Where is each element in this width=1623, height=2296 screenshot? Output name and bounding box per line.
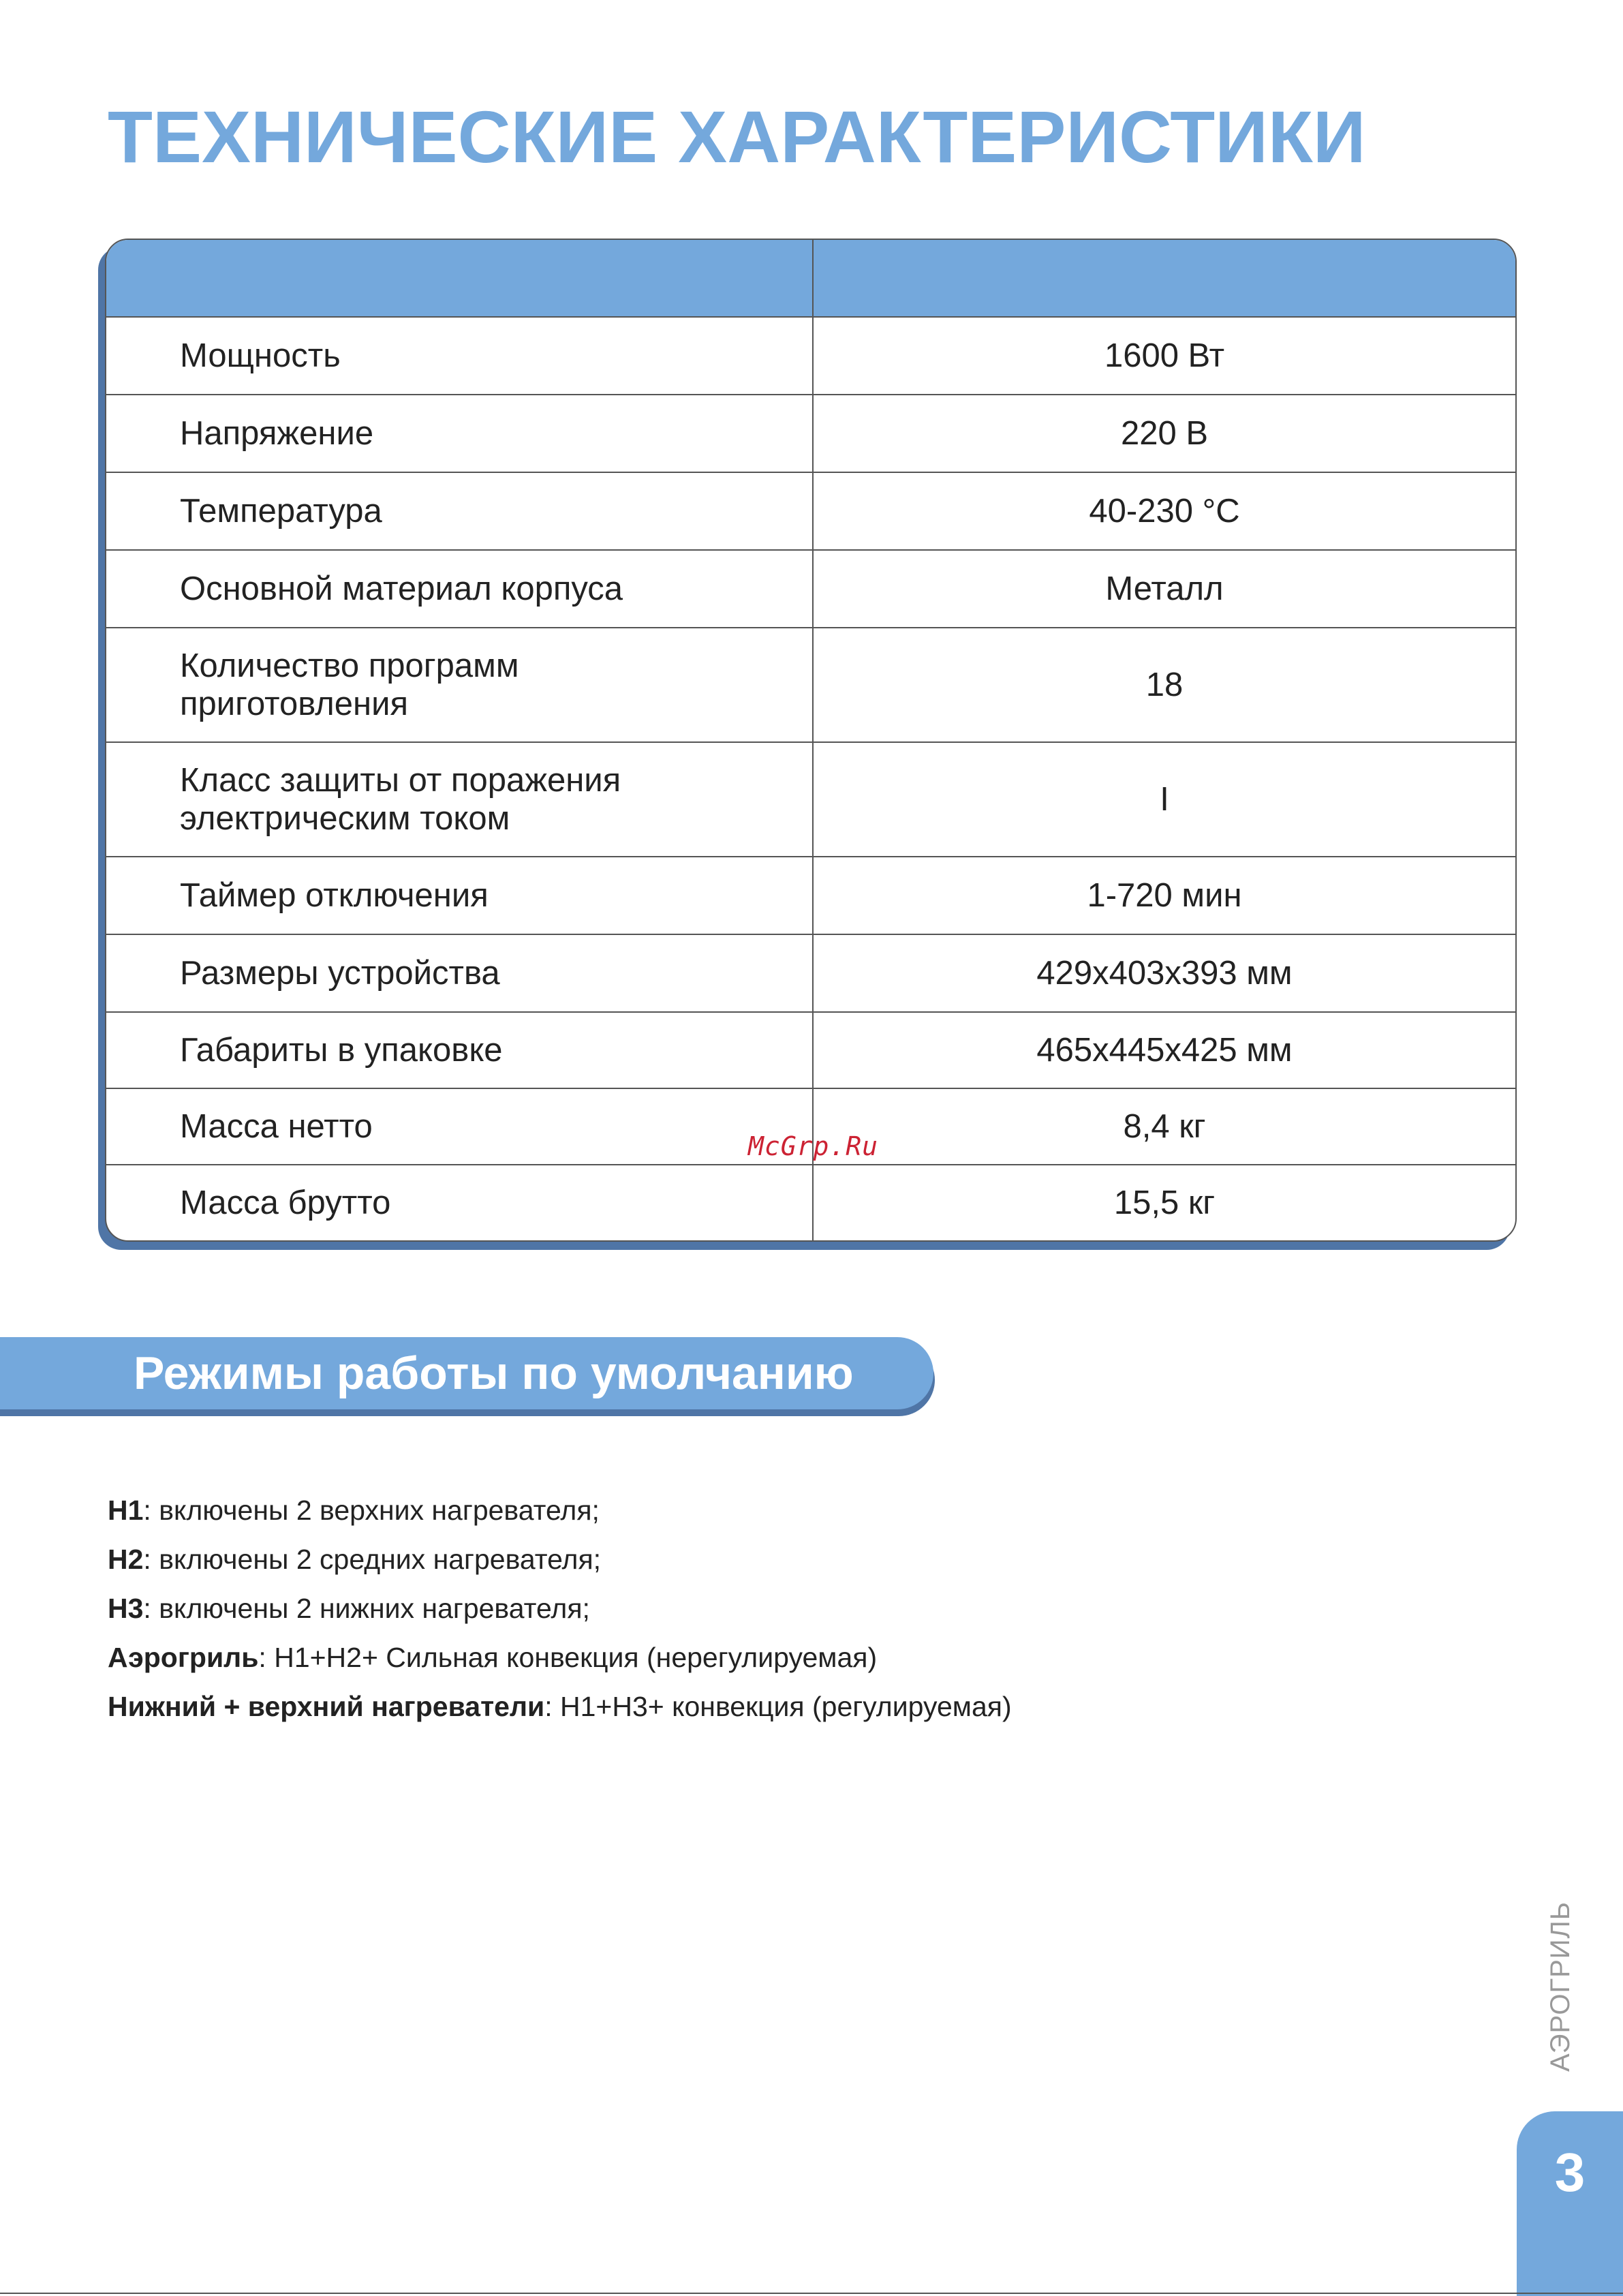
spec-value: Металл (1105, 570, 1224, 607)
spec-label: Таймер отключения (180, 877, 489, 914)
spec-label: Масса брутто (180, 1184, 391, 1221)
table-row (106, 473, 1515, 551)
mode-desc: : включены 2 верхних нагревателя; (143, 1495, 600, 1526)
spec-label: Основной материал корпуса (180, 570, 623, 607)
spec-label: Напряжение (180, 415, 374, 452)
spec-label: Масса нетто (180, 1108, 373, 1145)
table-row (106, 935, 1515, 1013)
list-item (108, 1633, 1012, 1682)
watermark: McGrp.Ru (748, 1131, 879, 1161)
mode-term: Аэрогриль (108, 1642, 259, 1673)
spec-label: Температура (180, 493, 382, 530)
spec-value: 8,4 кг (1123, 1108, 1206, 1145)
spec-label: Класс защиты от поражения электрическим током (180, 762, 621, 837)
section-banner (0, 1337, 933, 1409)
spec-label: Размеры устройства (180, 955, 500, 992)
page-number-tab (1517, 2111, 1623, 2296)
spec-value: 18 (1145, 667, 1184, 703)
spec-value: I (1160, 781, 1169, 818)
table-header (106, 240, 1515, 318)
mode-desc: : включены 2 нижних нагревателя; (143, 1593, 590, 1624)
spec-label: Мощность (180, 337, 341, 374)
modes-list (108, 1486, 1012, 1731)
table-row (106, 1013, 1515, 1089)
page-number: 3 (1554, 2142, 1586, 2203)
table-row (106, 551, 1515, 628)
spec-value: 465x445x425 мм (1036, 1032, 1293, 1069)
spec-value: 429x403x393 мм (1036, 955, 1293, 992)
list-item (108, 1584, 1012, 1633)
spec-value: 15,5 кг (1113, 1184, 1216, 1221)
spec-label: Количество программ приготовления (180, 647, 519, 722)
column-divider (812, 240, 814, 1240)
table-row (106, 395, 1515, 473)
mode-term: Нижний + верхний нагреватели (108, 1691, 545, 1722)
specs-table (105, 239, 1517, 1242)
mode-desc: : Н1+Н3+ конвекция (регулируемая) (544, 1691, 1012, 1722)
table-row (106, 857, 1515, 935)
page-title: ТЕХНИЧЕСКИЕ ХАРАКТЕРИСТИКИ (108, 95, 1366, 178)
list-item (108, 1486, 1012, 1535)
table-row (106, 743, 1515, 857)
table-row (106, 628, 1515, 743)
spec-value: 220 В (1120, 415, 1209, 452)
table-row (106, 1165, 1515, 1240)
side-label: АЭРОГРИЛЬ (1545, 1901, 1575, 2072)
list-item (108, 1682, 1012, 1731)
table-row (106, 318, 1515, 395)
mode-term: Н3 (108, 1593, 144, 1624)
section-title: Режимы работы по умолчанию (134, 1347, 854, 1399)
spec-value: 40-230 °С (1089, 493, 1240, 530)
spec-value: 1-720 мин (1087, 877, 1242, 914)
mode-term: Н2 (108, 1544, 144, 1575)
list-item (108, 1535, 1012, 1584)
bottom-divider (0, 2293, 1623, 2294)
spec-label: Габариты в упаковке (180, 1032, 503, 1069)
mode-term: Н1 (108, 1495, 144, 1526)
mode-desc: : включены 2 средних нагревателя; (143, 1544, 602, 1575)
spec-value: 1600 Вт (1104, 337, 1225, 374)
mode-desc: : Н1+Н2+ Сильная конвекция (нерегулируемая) (258, 1642, 878, 1673)
